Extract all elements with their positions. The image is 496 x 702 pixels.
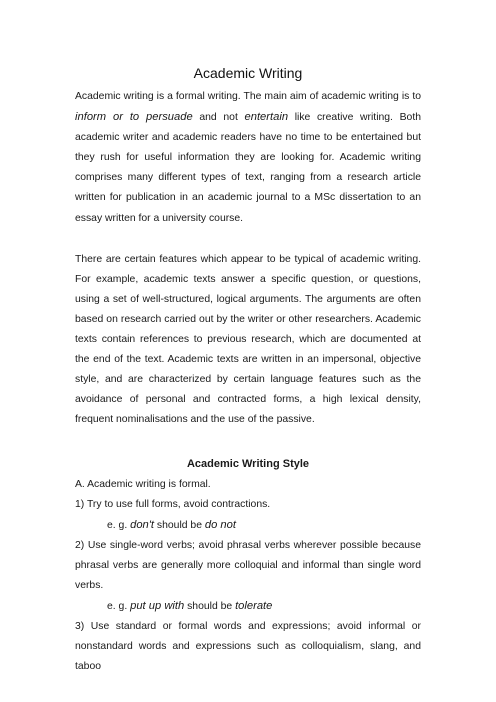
section-spacer xyxy=(75,431,421,454)
document-body xyxy=(75,63,421,677)
example-2 xyxy=(75,596,421,617)
example-2-mid: should be xyxy=(184,601,236,613)
intro-text-3: like creative writing. Both academic writer and academic readers have no time to be entertained but they rush for useful information they are looking for. Academic writing comprises many different types of text, ranging from a research article written for publication in an academic journal to a MSc dissertation to an essay written for a university course. xyxy=(75,112,421,224)
intro-emphasis-inform: inform or to persuade xyxy=(75,111,193,124)
example-1-to: do not xyxy=(204,518,236,531)
rule-2: 2) Use single-word verbs; avoid phrasal verbs wherever possible because phrasal verbs are generally more colloquial and informal than single word verbs. xyxy=(75,539,421,591)
example-1-from: don't xyxy=(130,518,155,531)
page-title: Academic Writing xyxy=(193,65,303,81)
intro-text-2: and not xyxy=(192,112,245,124)
example-2-to: tolerate xyxy=(235,600,273,613)
paragraph-spacer xyxy=(75,229,421,250)
example-2-prefix: e. g. xyxy=(107,601,131,613)
features-paragraph: There are certain features which appear to be typical of academic writing. For example, academic texts answer a specific question, or questions, using a set of well-structured, logical arguments. The arguments are often based on research carried out by the writer or other researchers. Academic texts contain references to previous research, which are documented at the end of the text. Academic texts are written in an impersonal, objective style, and are characterized by certain language features such as the avoidance of personal and contracted forms, a high lexical density, frequent nominalisations and the use of the passive. xyxy=(75,253,421,426)
example-2-from: put up with xyxy=(130,600,185,613)
rule-3: 3) Use standard or formal words and expressions; avoid informal or nonstandard words and expressions such as colloquialism, slang, and taboo xyxy=(75,621,421,673)
example-1-prefix: e. g. xyxy=(107,519,131,531)
intro-emphasis-entertain: entertain xyxy=(244,111,289,124)
point-a: A. Academic writing is formal. xyxy=(75,478,211,490)
section-heading: Academic Writing Style xyxy=(186,457,310,470)
example-1 xyxy=(75,515,421,536)
example-1-mid: should be xyxy=(154,519,205,531)
intro-paragraph xyxy=(75,87,421,229)
intro-text-1: Academic writing is a formal writing. The main aim of academic writing is to xyxy=(75,91,421,102)
rule-1: 1) Try to use full forms, avoid contractions. xyxy=(75,498,271,510)
